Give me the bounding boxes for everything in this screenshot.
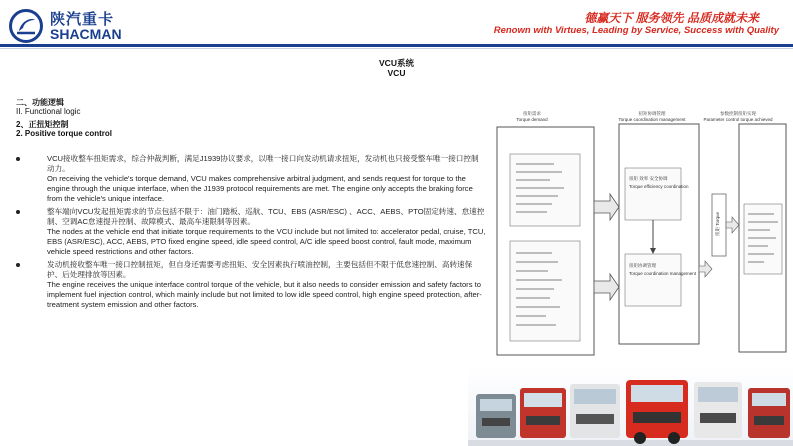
efficiency-box-label-en: Torque efficiency coordination	[629, 184, 689, 189]
torque-flow-diagram	[492, 106, 788, 356]
section-heading-cn: 二、功能逻辑	[16, 98, 64, 107]
bullet-list	[14, 154, 486, 313]
flow-arrow-right-icon	[594, 194, 619, 220]
coordination-box-label-cn: 扭矩协调管理	[629, 263, 656, 268]
bullet-text-en: On receiving the vehicle's torque demand, VCU makes comprehensive arbitral judgment, and sends request for torque to the engine through the unique interface, when the J1939 protocol requirements are met. The engine only accepts the braking force from the vehicle's unique interface.	[47, 174, 473, 203]
shacman-logo-icon	[9, 9, 43, 43]
section-heading-en: II. Functional logic	[16, 107, 81, 116]
flow-arrow-right-icon	[594, 274, 619, 300]
page-title-cn: VCU系统	[379, 58, 414, 68]
truck-icon	[694, 382, 742, 438]
bullet-text-en: The nodes at the vehicle end that initiate torque requirements to the VCU include but not limited to: accelerator pedal, cruise, TCU, EBS (ASR/ESC), ACC, AEBS, PTO fixed engine speed, idle speed control, A/C idle speed boost control, fault mode, maximum vehicle speed restrictions and other factors.	[47, 227, 486, 256]
truck-icon	[476, 394, 516, 438]
subsection-heading-cn: 2、正扭矩控制	[16, 120, 69, 129]
bullet-item	[14, 154, 486, 204]
page-title-en: VCU	[387, 68, 406, 78]
column-header-achieved-en: Parameter control torque achieved	[703, 117, 773, 122]
efficiency-box-label-cn: 扭矩 效率 安全协调	[629, 176, 668, 181]
truck-lineup-image	[468, 366, 793, 446]
bullet-dot-icon	[16, 157, 20, 161]
torque-vertical-label: 扭矩 Torque	[715, 211, 720, 237]
brand-name-en: SHACMAN	[50, 26, 122, 42]
torque-coordination-box	[625, 254, 681, 306]
column-header-achieved-cn: 参数控制扭矩实现	[720, 111, 756, 116]
bullet-text-cn: VCU接收整车扭矩需求，综合仲裁判断，满足J1939协议要求，以唯一接口向发动机请求扭矩，发动机也只接受整车唯一接口控制动力。	[47, 154, 479, 173]
bullet-dot-icon	[16, 210, 20, 214]
truck-icon	[520, 388, 566, 438]
demand-box-bottom	[510, 241, 580, 341]
flow-arrow-right-icon	[726, 217, 739, 233]
slogan-en: Renown with Virtues, Leading by Service, Success with Quality	[493, 25, 779, 36]
coordination-box-label-en: Torque coordination management	[629, 271, 697, 276]
bullet-item	[14, 207, 486, 257]
flow-arrow-right-icon	[699, 261, 712, 277]
truck-icon	[570, 384, 620, 438]
column-header-coordination-en: Torque coordination management	[618, 117, 686, 122]
demand-box-top	[510, 154, 580, 226]
brand-name-cn: 陕汽重卡	[50, 11, 115, 28]
column-header-demand-en: Torque demand	[516, 117, 548, 122]
column-header-demand-cn: 扭矩需求	[523, 111, 541, 116]
bullet-text-cn: 整车端向VCU发起扭矩需求的节点包括不限于：油门踏板、巡航、TCU、EBS (ASR/ESC) 、ACC、AEBS、PTO固定转速、怠速控制、空调AC怠速提升控制、故障模式、最高车速限制等因素。	[47, 207, 485, 226]
page-header	[0, 0, 793, 52]
truck-icon	[748, 388, 790, 438]
header-divider	[0, 44, 793, 47]
bullet-dot-icon	[16, 263, 20, 267]
bullet-item	[14, 260, 486, 310]
column-header-coordination-cn: 扭矩协调管理	[638, 111, 666, 116]
slogan-cn: 德赢天下 服务领先 品质成就未来	[584, 11, 759, 25]
header-divider-thin	[0, 48, 793, 49]
bullet-text-en: The engine receives the unique interface control torque of the vehicle, but it also needs to consider emission and safety factors to implement fuel injection control, which mainly include but not limited to low idle speed control, high engine speed protection, after-treatment system emission and other factors.	[47, 280, 482, 309]
bullet-text-cn: 发动机接收整车唯一接口控制扭矩，但自身还需要考虑扭矩、安全因素执行喷油控制，主要包括但不限于低怠速控制、高转速保护、后处理排放等因素。	[47, 260, 473, 279]
coordination-column	[619, 124, 699, 344]
subsection-heading-en: 2. Positive torque control	[16, 129, 113, 138]
truck-icon	[626, 380, 688, 444]
